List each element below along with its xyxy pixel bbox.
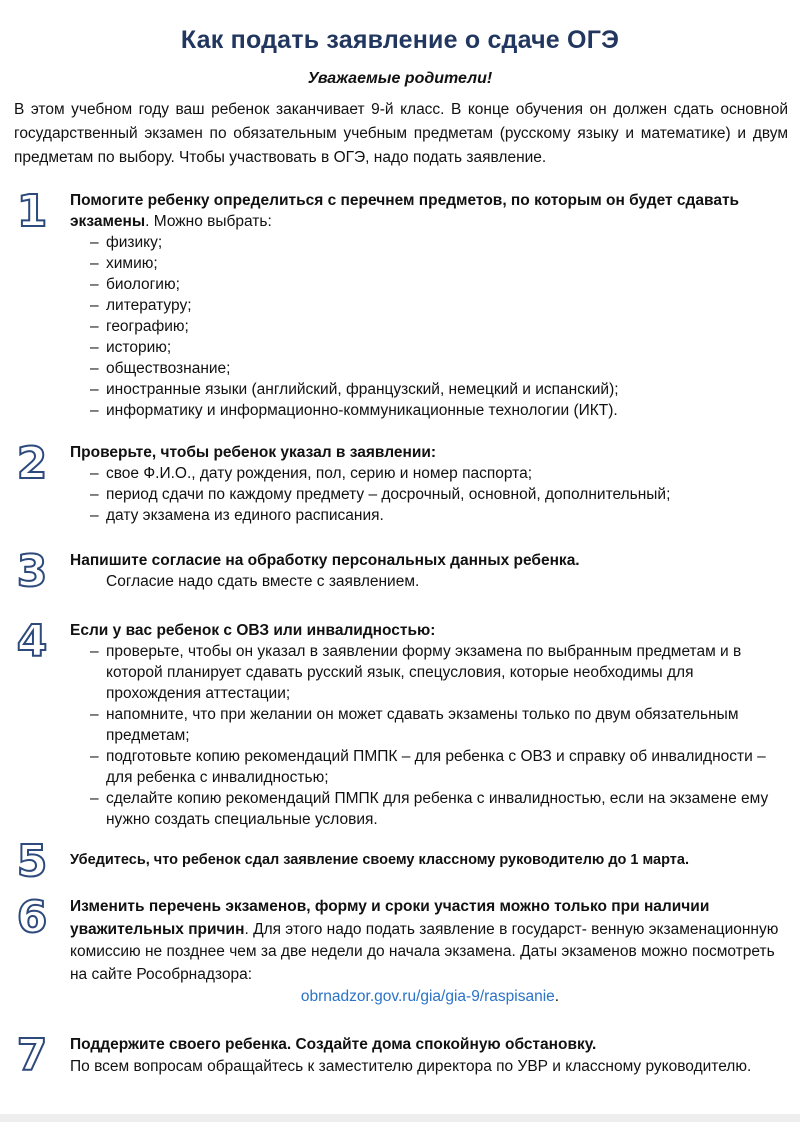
step-6-text: . Для этого надо подать заявление в государст- венную экзаменационную комиссию не позднее чем за две недели до начала экзамена. Даты экзаменов можно посмотреть на сайте Рособрнадзора:	[70, 920, 779, 983]
list-item: – географию;	[90, 316, 790, 337]
step-3-heading: Напишите согласие на обработку персональных данных ребенка.	[70, 552, 580, 569]
step-2-body	[70, 442, 790, 526]
step-7-heading: Поддержите своего ребенка. Создайте дома спокойную обстановку.	[70, 1036, 597, 1053]
page-bottom-edge	[0, 1114, 800, 1122]
ovz-checklist	[70, 641, 770, 830]
step-3-note: Согласие надо сдать вместе с заявлением.	[106, 573, 420, 590]
step-3-body	[70, 550, 790, 592]
list-item: – период сдачи по каждому предмету – досрочный, основной, дополнительный;	[90, 484, 790, 505]
step-5-body	[70, 850, 790, 871]
step-4-body	[70, 620, 770, 830]
step-1-text: . Можно выбрать:	[145, 213, 272, 230]
schedule-link-line	[70, 986, 790, 1009]
greeting: Уважаемые родители!	[307, 70, 493, 87]
step-2-heading: Проверьте, чтобы ребенок указал в заявлении:	[70, 444, 437, 461]
step-1-heading: Помогите ребенку определиться с перечнем предметов, по которым он будет сдавать экзамены	[70, 192, 740, 230]
list-item: – литературу;	[90, 295, 790, 316]
link-suffix: .	[554, 988, 560, 1005]
list-item: – физику;	[90, 232, 790, 253]
list-item: – иностранные языки (английский, французский, немецкий и испанский);	[90, 379, 790, 400]
step-number-3: 3	[16, 546, 48, 597]
list-item: – обществознание;	[90, 358, 790, 379]
step-1-body	[70, 190, 790, 421]
list-item: – химию;	[90, 253, 790, 274]
step-number-7: 7	[16, 1030, 48, 1081]
step-5-heading: Убедитесь, что ребенок сдал заявление своему классному руководителю до 1 марта.	[70, 852, 689, 868]
list-item: – историю;	[90, 337, 790, 358]
list-item: – сделайте копию рекомендаций ПМПК для ребенка с инвалидностью, если на экзамене ему нужно создать специальные условия.	[90, 788, 770, 830]
step-number-4: 4	[16, 616, 48, 667]
step-number-5: 5	[16, 836, 48, 887]
step-7-body	[70, 1034, 790, 1078]
list-item: – дату экзамена из единого расписания.	[90, 505, 790, 526]
schedule-link[interactable]: obrnadzor.gov.ru/gia/gia-9/raspisanie	[300, 988, 555, 1005]
list-item: – свое Ф.И.О., дату рождения, пол, серию и номер паспорта;	[90, 463, 790, 484]
list-item: – подготовьте копию рекомендаций ПМПК – для ребенка с ОВЗ и справку об инвалидности – для ребенка с инвалидностью;	[90, 746, 770, 788]
list-item: – биологию;	[90, 274, 790, 295]
step-6-body	[70, 896, 790, 1009]
application-checklist	[70, 463, 790, 526]
step-4-heading: Если у вас ребенок с ОВЗ или инвалидностью:	[70, 622, 436, 639]
step-number-6: 6	[16, 892, 48, 943]
list-item: – информатику и информационно-коммуникационные технологии (ИКТ).	[90, 400, 790, 421]
list-item: – проверьте, чтобы он указал в заявлении форму экзамена по выбранным предметам и в которой планирует сдавать русский язык, спецусловия, которые необходимы для прохождения аттестации;	[90, 641, 770, 704]
step-6-heading: Изменить перечень экзаменов, форму и сроки участия можно только при наличии уважительных причин	[70, 898, 710, 938]
list-item: – напомните, что при желании он может сдавать экзамены только по двум обязательным предметам;	[90, 704, 770, 746]
step-number-1: 1	[16, 186, 48, 237]
intro-paragraph: В этом учебном году ваш ребенок заканчивает 9-й класс. В конце обучения он должен сдать основной государственный экзамен по обязательным учебным предметам (русскому языку и математике) и двум предметам по выбору. Чтобы участвовать в ОГЭ, надо подать заявление.	[14, 101, 788, 166]
subject-list	[70, 232, 790, 421]
page-title: Как подать заявление о сдаче ОГЭ	[180, 26, 620, 54]
step-7-text: По всем вопросам обращайтесь к заместителю директора по УВР и классному руководителю.	[70, 1058, 752, 1075]
step-number-2: 2	[16, 438, 48, 489]
